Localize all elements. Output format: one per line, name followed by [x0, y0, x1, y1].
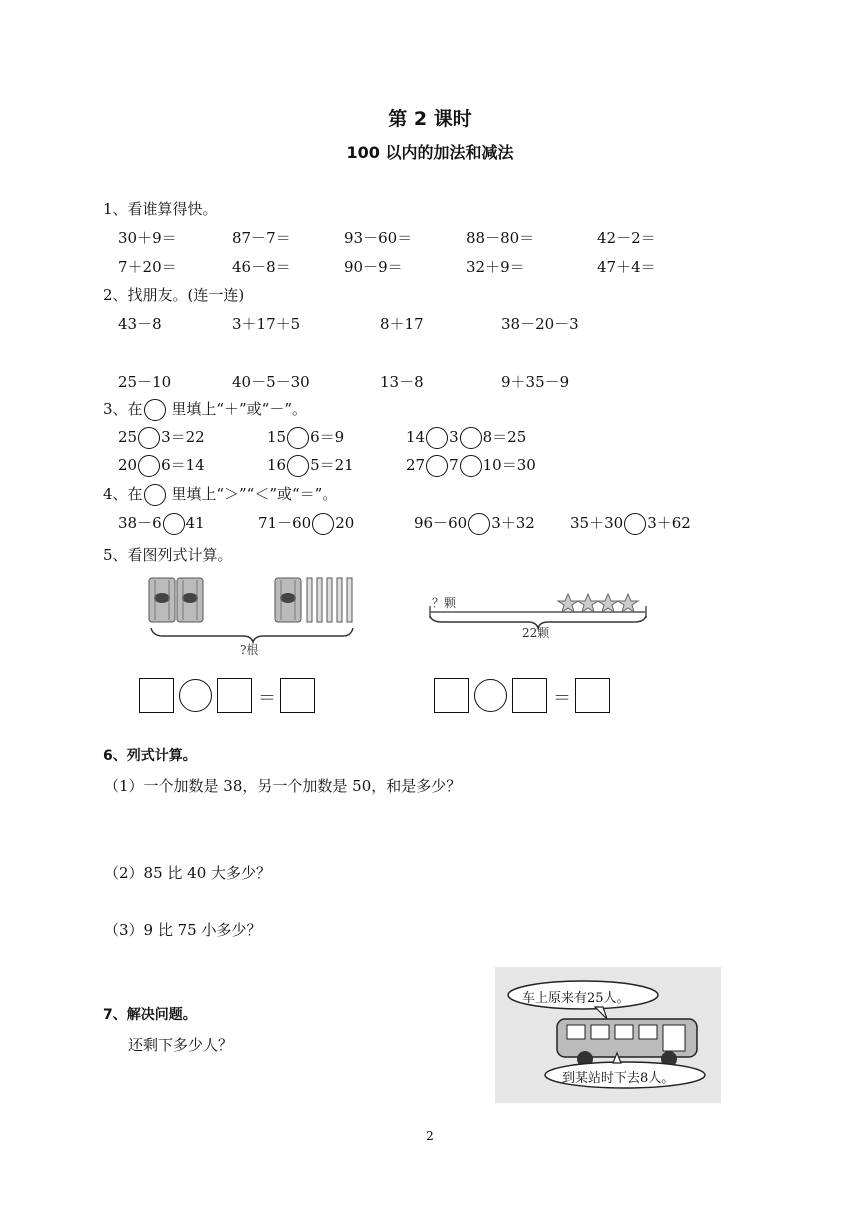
blank-circle[interactable] [144, 399, 166, 421]
q3-heading-pre: 3、在 [103, 400, 143, 418]
q5-right-question: ？颗 [432, 596, 457, 610]
q1-r1-c4: 88－80＝ [466, 229, 535, 247]
q4-heading-post: 里填上“＞”“＜”或“＝”。 [166, 485, 338, 503]
q1-r2-c2: 46－8＝ [232, 258, 291, 276]
answer-circle[interactable] [287, 455, 309, 477]
answer-circle[interactable] [426, 455, 448, 477]
q1-r1-c5: 42－2＝ [597, 229, 656, 247]
q2-top-3: 8＋17 [380, 315, 424, 333]
bus-bubble-2: 到某站时下去8人。 [562, 1071, 675, 1086]
page-title: 第 2 课时 [388, 108, 472, 130]
bus-bubble-1: 车上原来有25人。 [522, 991, 630, 1006]
compare-circle[interactable] [163, 513, 185, 535]
operand: 20 [118, 456, 138, 474]
result-box[interactable] [575, 678, 610, 713]
q1-r2-c1: 7＋20＝ [118, 258, 177, 276]
q1-r2-c3: 90－9＝ [344, 258, 403, 276]
answer-box[interactable] [139, 678, 174, 713]
q6-part2: （2）85 比 40 大多少？ [104, 864, 272, 882]
operand: 3＋62 [647, 514, 691, 532]
operand: 6＝14 [161, 456, 205, 474]
q1-heading: 1、看谁算得快。 [103, 200, 218, 218]
q4-item3 [414, 512, 535, 535]
operand: 71－60 [258, 514, 312, 532]
q1-r1-c1: 30＋9＝ [118, 229, 177, 247]
compare-circle[interactable] [468, 513, 490, 535]
answer-box[interactable] [434, 678, 469, 713]
compare-circle[interactable] [312, 513, 334, 535]
operand: 38－6 [118, 514, 162, 532]
operand: 20 [335, 514, 355, 532]
q2-heading: 2、找朋友。(连一连) [103, 286, 245, 304]
q3-heading-post: 里填上“＋”或“－”。 [166, 400, 307, 418]
equals-sign: ＝ [258, 688, 276, 709]
equals-sign: ＝ [553, 688, 571, 709]
q5-heading: 5、看图列式计算。 [103, 546, 233, 564]
q7-heading: 7、解决问题。 [103, 1007, 197, 1023]
result-box[interactable] [280, 678, 315, 713]
operand: 27 [406, 456, 426, 474]
q4-item2 [258, 512, 354, 535]
q2-bottom-4: 9＋35－9 [501, 373, 570, 391]
q2-top-1: 43－8 [118, 315, 162, 333]
answer-box[interactable] [512, 678, 547, 713]
q5-left-label: ?根 [240, 643, 259, 657]
operand: 5＝21 [310, 456, 354, 474]
operand: 3＝22 [161, 428, 205, 446]
compare-circle[interactable] [624, 513, 646, 535]
q1-r2-c4: 32＋9＝ [466, 258, 525, 276]
q2-bottom-1: 25－10 [118, 373, 172, 391]
star-icons [558, 594, 638, 612]
single-sticks [307, 578, 352, 622]
q3-r1-item1 [118, 426, 205, 449]
q4-heading-pre: 4、在 [103, 485, 143, 503]
operator-circle[interactable] [474, 679, 507, 712]
answer-circle[interactable] [138, 427, 160, 449]
operand: 3＋32 [491, 514, 535, 532]
page-subtitle: 100 以内的加法和减法 [346, 143, 514, 162]
q4-item1 [118, 512, 205, 535]
q4-heading [103, 483, 337, 506]
q3-r2-item3 [406, 454, 536, 477]
page-number: 2 [426, 1129, 434, 1143]
q1-r1-c3: 93－60＝ [344, 229, 413, 247]
operand: 25 [118, 428, 138, 446]
operand: 14 [406, 428, 426, 446]
q6-heading: 6、列式计算。 [103, 748, 197, 764]
q2-top-2: 3＋17＋5 [232, 315, 301, 333]
operand: 16 [267, 456, 287, 474]
bus-icon [557, 1019, 697, 1067]
q7-question: 还剩下多少人？ [128, 1036, 234, 1054]
q5-right-total: 22颗 [522, 626, 550, 640]
q2-bottom-3: 13－8 [380, 373, 424, 391]
q4-item4 [570, 512, 691, 535]
q3-heading [103, 398, 307, 421]
operand: 41 [185, 514, 205, 532]
q3-r2-item2 [267, 454, 354, 477]
operand: 3 [449, 428, 459, 446]
q2-bottom-2: 40－5－30 [232, 373, 310, 391]
answer-circle[interactable] [426, 427, 448, 449]
q2-top-4: 38－20－3 [501, 315, 579, 333]
q1-r1-c2: 87－7＝ [232, 229, 291, 247]
blank-circle[interactable] [144, 484, 166, 506]
answer-circle[interactable] [138, 455, 160, 477]
q1-r2-c5: 47＋4＝ [597, 258, 656, 276]
operand: 8＝25 [482, 428, 527, 446]
q3-r1-item3 [406, 426, 526, 449]
q6-part1: （1）一个加数是 38，另一个加数是 50，和是多少？ [104, 777, 462, 795]
operand: 15 [267, 428, 287, 446]
operand: 35＋30 [570, 514, 624, 532]
operand: 6＝9 [310, 428, 345, 446]
stick-bundle-group [149, 578, 301, 622]
answer-circle[interactable] [460, 455, 482, 477]
q3-r2-item1 [118, 454, 205, 477]
answer-box[interactable] [217, 678, 252, 713]
operand: 96－60 [414, 514, 468, 532]
q3-r1-item2 [267, 426, 344, 449]
operand: 10＝30 [482, 456, 536, 474]
answer-circle[interactable] [287, 427, 309, 449]
operand: 7 [449, 456, 459, 474]
answer-circle[interactable] [460, 427, 482, 449]
operator-circle[interactable] [179, 679, 212, 712]
q6-part3: （3）9 比 75 小多少？ [104, 921, 262, 939]
